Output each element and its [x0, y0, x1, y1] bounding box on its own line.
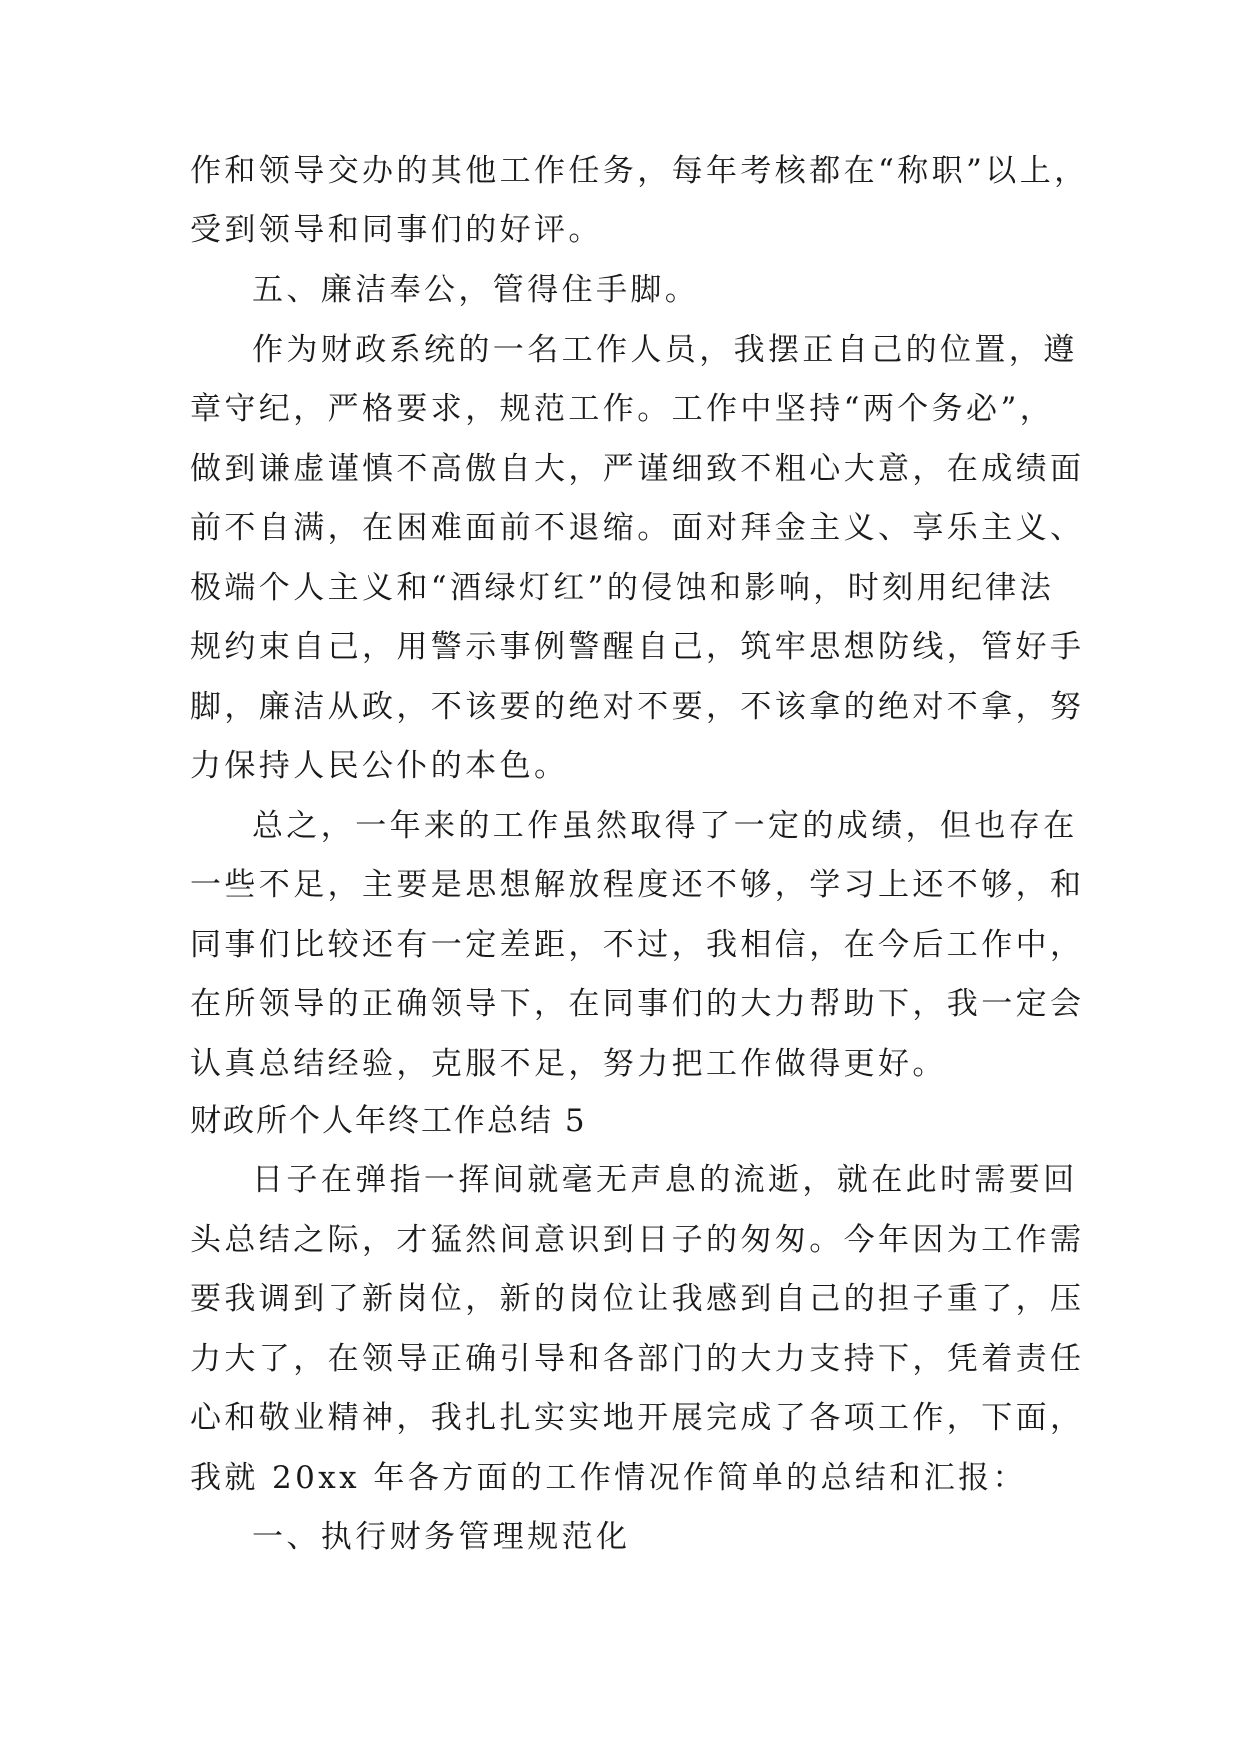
section-heading: 五、廉洁奉公，管得住手脚。: [252, 272, 700, 308]
body-text-line: 心和敬业精神，我扎扎实实地开展完成了各项工作，下面，: [190, 1400, 1085, 1436]
body-text-line: 力保持人民公仆的本色。: [190, 748, 569, 784]
body-text-line: 章守纪，严格要求，规范工作。工作中坚持“两个务必”，: [190, 391, 1055, 427]
body-text-line: 总之，一年来的工作虽然取得了一定的成绩，但也存在: [252, 808, 1078, 844]
body-text-line: 做到谦虚谨慎不高傲自大，严谨细致不粗心大意，在成绩面: [190, 451, 1085, 487]
body-text-line: 头总结之际，才猛然间意识到日子的匆匆。今年因为工作需: [190, 1222, 1085, 1258]
body-text-line: 一些不足，主要是思想解放程度还不够，学习上还不够，和: [190, 867, 1085, 903]
body-text-line: 我就 20xx 年各方面的工作情况作简单的总结和汇报：: [190, 1460, 1027, 1496]
body-text-line: 作和领导交办的其他工作任务，每年考核都在“称职”以上，: [190, 153, 1089, 189]
body-text-line: 受到领导和同事们的好评。: [190, 212, 603, 248]
body-text-line: 日子在弹指一挥间就毫无声息的流逝，就在此时需要回: [252, 1162, 1078, 1198]
document-title: 财政所个人年终工作总结 5: [190, 1103, 587, 1139]
body-text-line: 力大了，在领导正确引导和各部门的大力支持下，凭着责任: [190, 1341, 1085, 1377]
body-text-line: 作为财政系统的一名工作人员，我摆正自己的位置，遵: [252, 332, 1078, 368]
body-text-line: 规约束自己，用警示事例警醒自己，筑牢思想防线，管好手: [190, 629, 1085, 665]
body-text-line: 要我调到了新岗位，新的岗位让我感到自己的担子重了，压: [190, 1281, 1085, 1317]
body-text-line: 前不自满，在困难面前不退缩。面对拜金主义、享乐主义、: [190, 510, 1085, 546]
body-text-line: 极端个人主义和“酒绿灯红”的侵蚀和影响，时刻用纪律法: [190, 570, 1055, 606]
body-text-line: 在所领导的正确领导下，在同事们的大力帮助下，我一定会: [190, 986, 1085, 1022]
body-text-line: 认真总结经验，克服不足，努力把工作做得更好。: [190, 1046, 947, 1082]
body-text-line: 同事们比较还有一定差距，不过，我相信，在今后工作中，: [190, 927, 1085, 963]
body-text-line: 脚，廉洁从政，不该要的绝对不要，不该拿的绝对不拿，努: [190, 689, 1085, 725]
section-heading: 一、执行财务管理规范化: [252, 1519, 631, 1555]
